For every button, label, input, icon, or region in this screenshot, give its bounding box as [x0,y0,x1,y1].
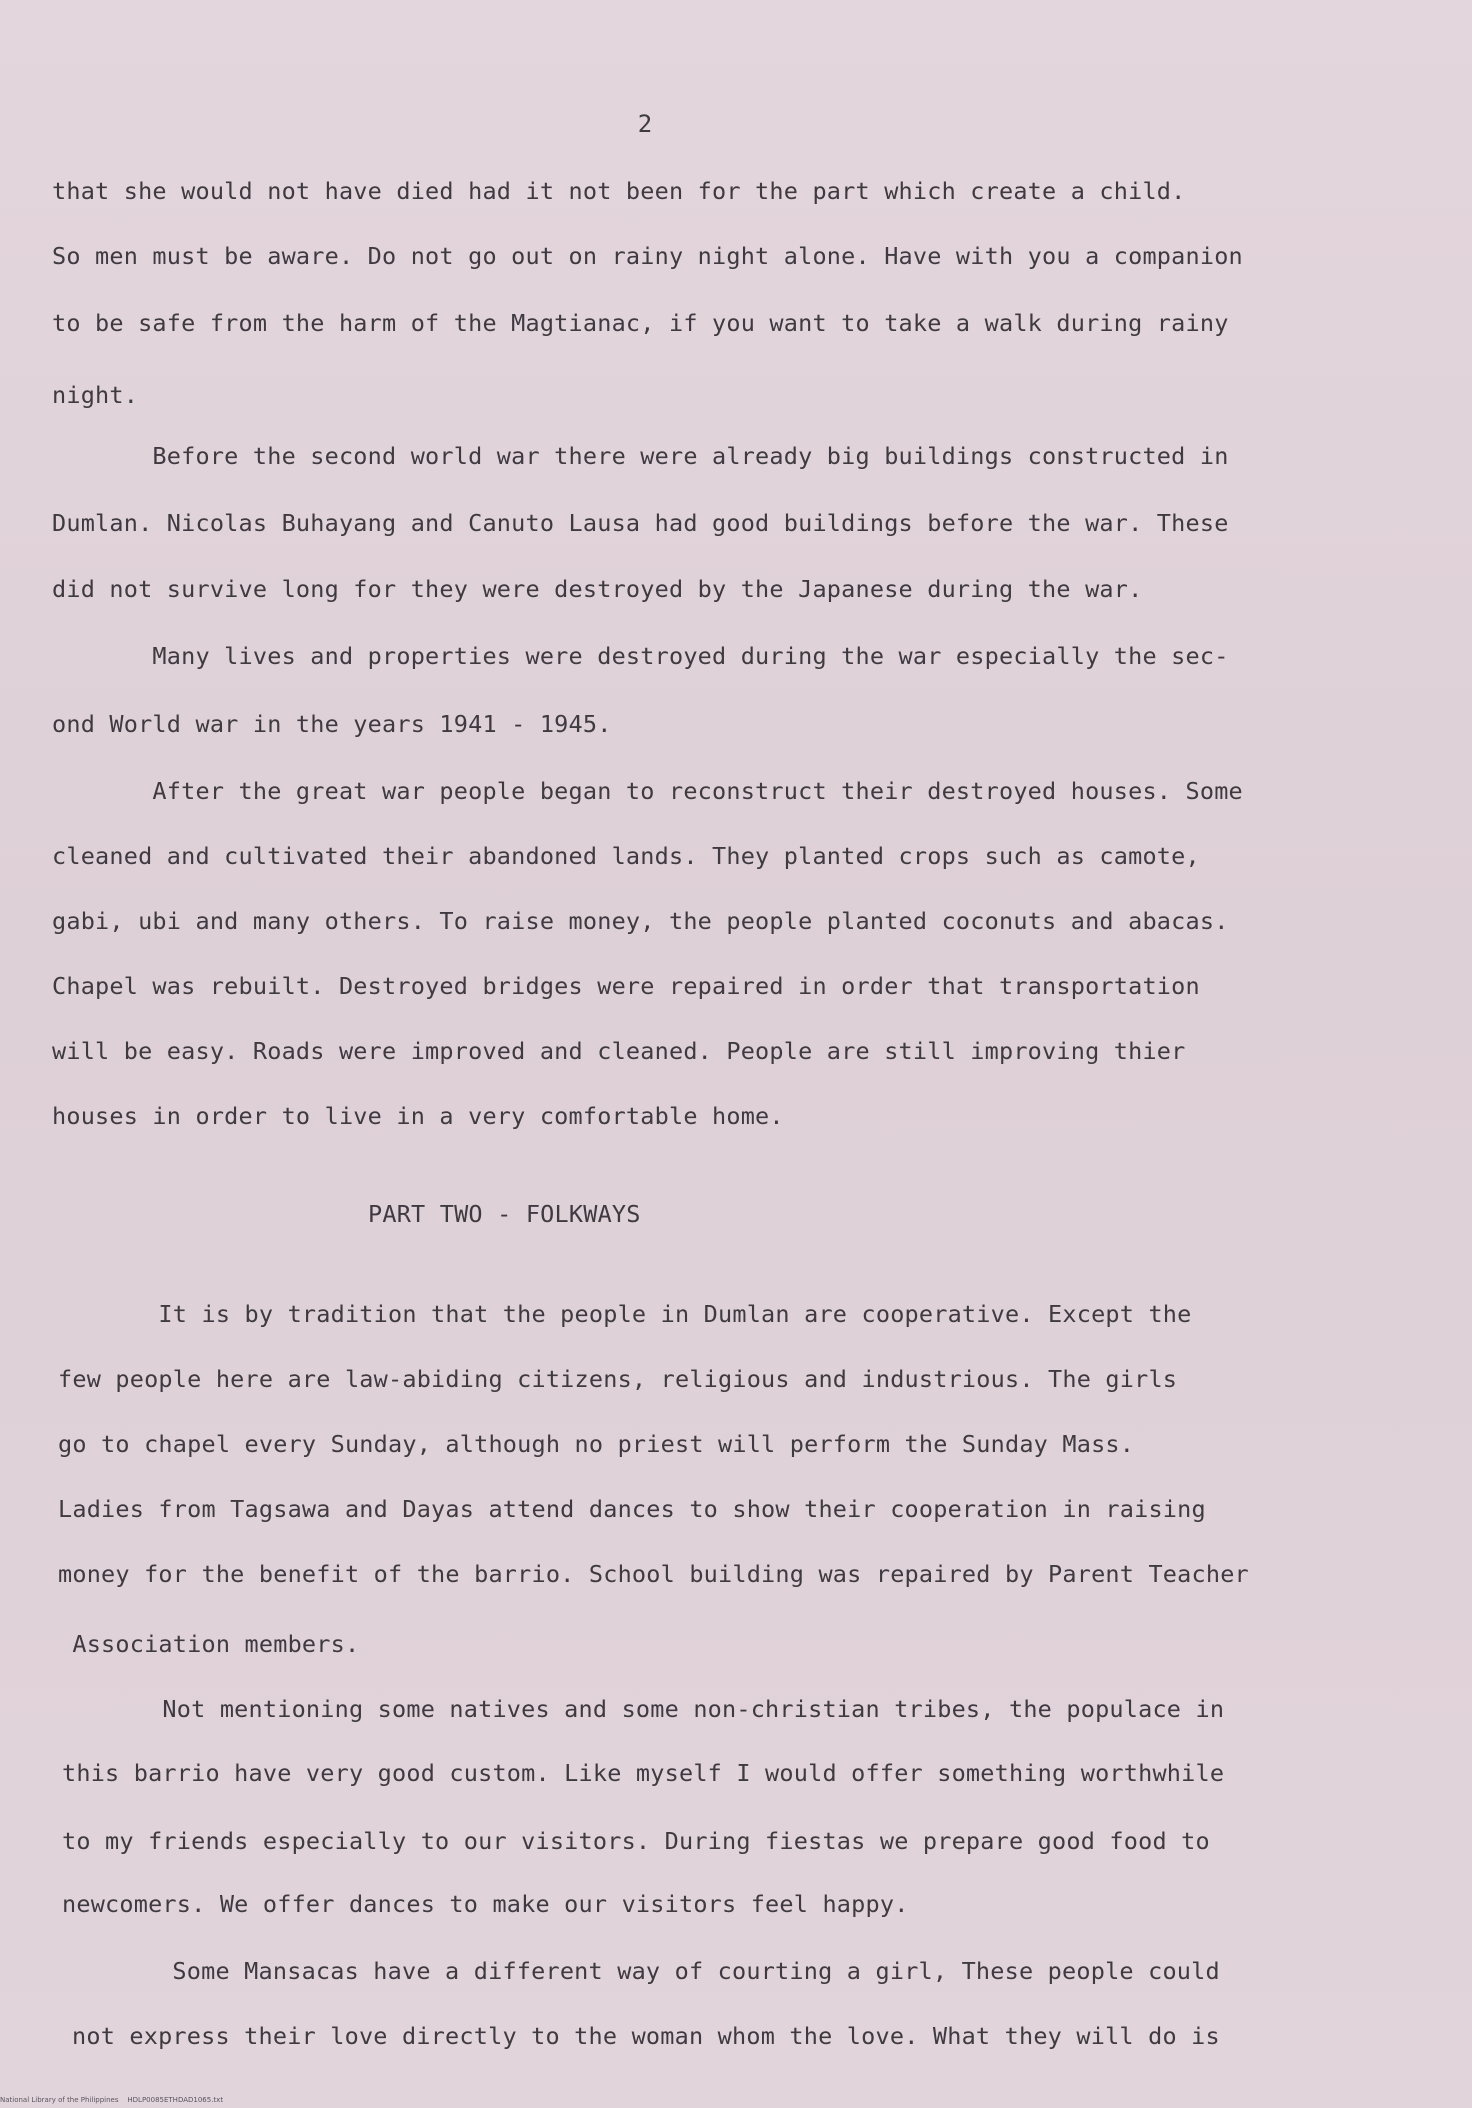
text-line: gabi, ubi and many others. To raise money, the people planted coconuts and abacas. [52,907,1229,935]
text-line: Some Mansacas have a different way of courting a girl, These people could [72,1957,1220,1985]
page-number: 2 [637,110,653,138]
text-line: money for the benefit of the barrio. School building was repaired by Parent Teacher [58,1560,1249,1588]
text-line: newcomers. We offer dances to make our visitors feel happy. [62,1890,909,1918]
text-line: night. [52,381,139,409]
text-line: go to chapel every Sunday, although no priest will perform the Sunday Mass. [58,1430,1135,1458]
text-line: Chapel was rebuilt. Destroyed bridges were repaired in order that transportation [52,972,1200,1000]
text-line: this barrio have very good custom. Like myself I would offer something worthwhile [62,1759,1225,1787]
text-line: Association members. [58,1630,360,1658]
scan-footer: National Library of the Philippines HDLP0085ETHDAD1065.txt [0,2096,224,2104]
text-line: Not mentioning some natives and some non-christian tribes, the populace in [62,1695,1225,1723]
section-heading: PART TWO - FOLKWAYS [368,1200,641,1228]
text-line: So men must be aware. Do not go out on rainy night alone. Have with you a companion [52,242,1243,270]
text-line: ond World war in the years 1941 - 1945. [52,710,612,738]
text-line: Many lives and properties were destroyed during the war especially the sec- [52,642,1229,670]
text-line: few people here are law-abiding citizens, religious and industrious. The girls [58,1365,1178,1393]
text-line: After the great war people began to reconstruct their destroyed houses. Some [52,777,1243,805]
text-line: not express their love directly to the woman whom the love. What they will do is [72,2022,1220,2050]
text-line: houses in order to live in a very comfortable home. [52,1102,784,1130]
text-line: cleaned and cultivated their abandoned lands. They planted crops such as camote, [52,842,1200,870]
text-line: Before the second world war there were already big buildings constructed in [52,442,1229,470]
text-line: to my friends especially to our visitors. During fiestas we prepare good food to [62,1827,1210,1855]
text-line: did not survive long for they were destroyed by the Japanese during the war. [52,575,1143,603]
text-line: to be safe from the harm of the Magtianac, if you want to take a walk during rainy [52,309,1229,337]
text-line: that she would not have died had it not been for the part which create a child. [52,177,1186,205]
text-line: Ladies from Tagsawa and Dayas attend dances to show their cooperation in raising [58,1495,1206,1523]
text-line: It is by tradition that the people in Dumlan are cooperative. Except the [58,1300,1192,1328]
text-line: will be easy. Roads were improved and cleaned. People are still improving thier [52,1037,1186,1065]
text-line: Dumlan. Nicolas Buhayang and Canuto Lausa had good buildings before the war. These [52,509,1229,537]
